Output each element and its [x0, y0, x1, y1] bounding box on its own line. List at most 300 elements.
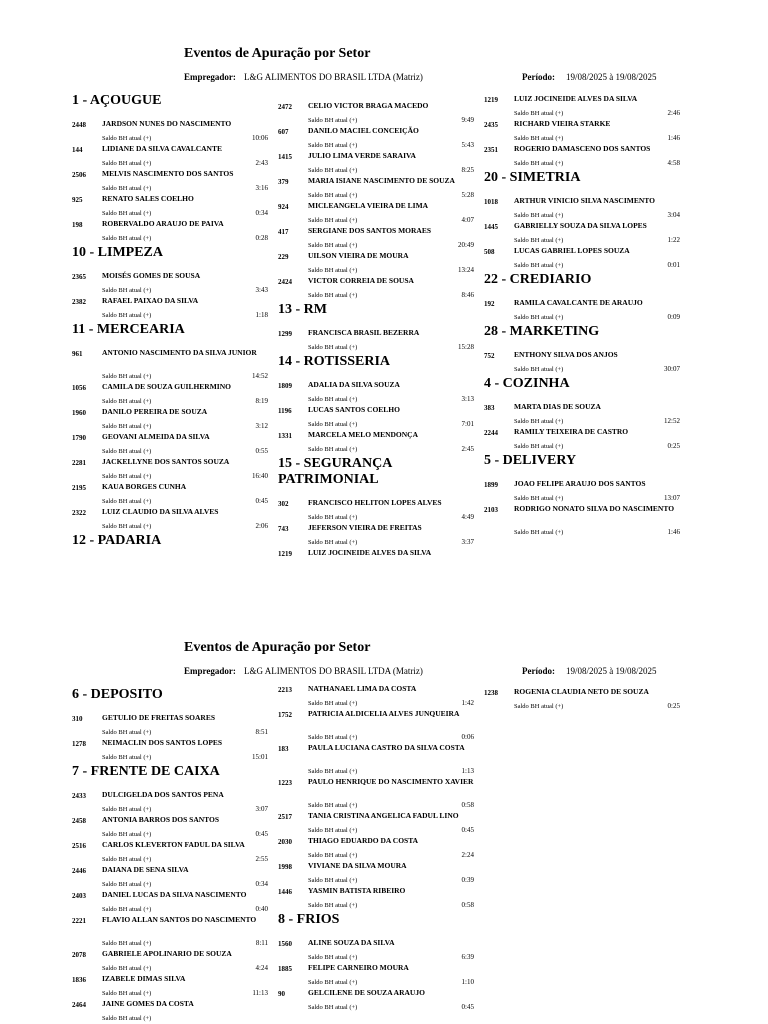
- balance-label: Saldo BH atual (+): [102, 473, 152, 480]
- employee-row: [72, 949, 268, 974]
- employee-row: [278, 151, 474, 176]
- balance-label: Saldo BH atual (+): [308, 242, 358, 249]
- balance-label: Saldo BH atual (+): [514, 135, 564, 142]
- employee-name: ANTONIA BARROS DOS SANTOS: [102, 815, 220, 824]
- employee-row: [484, 94, 680, 119]
- employee-code: 1278: [72, 740, 86, 748]
- balance-label: Saldo BH atual (+): [514, 529, 564, 536]
- balance-label: Saldo BH atual (+): [308, 902, 358, 909]
- employee-name: RODRIGO NONATO SILVA DO NASCIMENTO: [514, 504, 675, 513]
- balance-value: 5:28: [461, 191, 474, 199]
- employee-name: YASMIN BATISTA RIBEIRO: [308, 886, 406, 895]
- employee-code: 229: [278, 253, 289, 261]
- employee-code: 2365: [72, 273, 86, 281]
- employee-row: [72, 144, 268, 169]
- employer-label: Empregador:: [184, 72, 236, 82]
- employee-name: FELIPE CARNEIRO MOURA: [308, 963, 409, 972]
- balance-label: Saldo BH atual (+): [102, 398, 152, 405]
- balance-label: Saldo BH atual (+): [102, 940, 152, 947]
- employee-code: 2078: [72, 951, 86, 959]
- balance-label: Saldo BH atual (+): [102, 881, 152, 888]
- employee-row: [484, 402, 680, 427]
- balance-label: Saldo BH atual (+): [308, 421, 358, 428]
- balance-value: 3:43: [255, 286, 268, 294]
- balance-value: 0:01: [667, 261, 680, 269]
- employee-code: 2424: [278, 278, 292, 286]
- balance-value: 4:24: [255, 964, 268, 972]
- employee-code: 2213: [278, 686, 292, 694]
- balance-value: 11:13: [252, 989, 268, 997]
- balance-label: Saldo BH atual (+): [308, 827, 358, 834]
- balance-value: 6:39: [461, 953, 474, 961]
- employee-name: MICLEANGELA VIEIRA DE LIMA: [308, 201, 429, 210]
- balance-label: Saldo BH atual (+): [514, 237, 564, 244]
- employee-row: [72, 457, 268, 482]
- balance-label: Saldo BH atual (+): [102, 856, 152, 863]
- balance-value: 8:46: [461, 291, 474, 299]
- employee-row: [278, 201, 474, 226]
- employee-code: 183: [278, 745, 289, 753]
- employee-code: 144: [72, 146, 83, 154]
- employee-row: [278, 101, 474, 126]
- employee-name: MARCELA MELO MENDONÇA: [308, 430, 418, 439]
- employee-name: JARDSON NUNES DO NASCIMENTO: [102, 119, 232, 128]
- balance-value: 1:42: [461, 699, 474, 707]
- employee-row: [72, 194, 268, 219]
- section-heading: 10 - LIMPEZA: [72, 245, 163, 260]
- balance-value: 2:43: [255, 159, 268, 167]
- employee-name: MARIA ISIANE NASCIMENTO DE SOUZA: [308, 176, 455, 185]
- balance-value: 2:55: [255, 855, 268, 863]
- employee-row: [278, 251, 474, 276]
- employee-row: [72, 271, 268, 296]
- balance-value: 4:07: [461, 216, 474, 224]
- employee-row: [484, 196, 680, 221]
- balance-value: 12:52: [664, 417, 680, 425]
- employee-row: [278, 405, 474, 430]
- balance-value: 5:43: [461, 141, 474, 149]
- employee-name: PAULA LUCIANA CASTRO DA SILVA COSTA: [308, 743, 465, 752]
- balance-value: 0:58: [461, 901, 474, 909]
- employee-row: [278, 176, 474, 201]
- employer-label: Empregador:: [184, 666, 236, 676]
- balance-label: Saldo BH atual (+): [308, 852, 358, 859]
- employee-name: RAFAEL PAIXAO DA SILVA: [102, 296, 199, 305]
- balance-label: Saldo BH atual (+): [102, 185, 152, 192]
- employee-code: 2517: [278, 813, 292, 821]
- section-heading: 5 - DELIVERY: [484, 453, 577, 468]
- employee-row: [484, 479, 680, 504]
- employee-name: LUCAS SANTOS COELHO: [308, 405, 400, 414]
- balance-label: Saldo BH atual (+): [308, 167, 358, 174]
- balance-value: 0:28: [255, 234, 268, 242]
- employee-row: [484, 246, 680, 271]
- balance-label: Saldo BH atual (+): [102, 160, 152, 167]
- employee-name: ROGERIO DAMASCENO DOS SANTOS: [514, 144, 651, 153]
- balance-value: 8:11: [255, 939, 268, 947]
- balance-value: 15:01: [252, 753, 268, 761]
- employee-name: MARTA DIAS DE SOUZA: [514, 402, 601, 411]
- employee-code: 1299: [278, 330, 292, 338]
- employee-row: [484, 221, 680, 246]
- balance-label: Saldo BH atual (+): [102, 906, 152, 913]
- employee-name: NEIMACLIN DOS SANTOS LOPES: [102, 738, 223, 747]
- employee-code: 379: [278, 178, 289, 186]
- employee-code: 1219: [484, 96, 498, 104]
- section-heading: 28 - MARKETING: [484, 324, 600, 339]
- employee-code: 192: [484, 300, 495, 308]
- employee-code: 752: [484, 352, 495, 360]
- employee-name: CARLOS KLEVERTON FADUL DA SILVA: [102, 840, 245, 849]
- section-heading: 20 - SIMETRIA: [484, 170, 581, 185]
- balance-label: Saldo BH atual (+): [308, 117, 358, 124]
- employee-code: 2322: [72, 509, 86, 517]
- balance-label: Saldo BH atual (+): [514, 366, 564, 373]
- employee-name: KAUA BORGES CUNHA: [102, 482, 187, 491]
- section-heading: 14 - ROTISSERIA: [278, 354, 391, 369]
- employee-name: VIVIANE DA SILVA MOURA: [308, 861, 407, 870]
- section-heading: 22 - CREDIARIO: [484, 272, 592, 287]
- employee-name: RICHARD VIEIRA STARKE: [514, 119, 611, 128]
- employee-name: GELCILENE DE SOUZA ARAUJO: [308, 988, 425, 997]
- employee-name: FLAVIO ALLAN SANTOS DO NASCIMENTO: [102, 915, 257, 924]
- balance-label: Saldo BH atual (+): [102, 448, 152, 455]
- balance-value: 3:04: [667, 211, 680, 219]
- balance-value: 15:28: [458, 343, 474, 351]
- employee-row: [72, 840, 268, 865]
- employee-code: 1809: [278, 382, 292, 390]
- employee-row: [484, 350, 680, 375]
- employee-name: JOAO FELIPE ARAUJO DOS SANTOS: [514, 479, 646, 488]
- employee-code: 2244: [484, 429, 498, 437]
- employee-row: [278, 988, 474, 1013]
- employee-name: DULCIGELDA DOS SANTOS PENA: [102, 790, 224, 799]
- employee-row: [278, 684, 474, 709]
- employee-code: 2516: [72, 842, 86, 850]
- employee-name: MOISÉS GOMES DE SOUSA: [102, 271, 201, 280]
- balance-value: 2:06: [255, 522, 268, 530]
- employee-name: CAMILA DE SOUZA GUILHERMINO: [102, 382, 231, 391]
- balance-label: Saldo BH atual (+): [102, 210, 152, 217]
- employee-name: SERGIANE DOS SANTOS MORAES: [308, 226, 432, 235]
- employee-code: 1223: [278, 779, 292, 787]
- employee-row: [278, 523, 474, 548]
- employee-name: DAIANA DE SENA SILVA: [102, 865, 189, 874]
- employee-row: [72, 713, 268, 738]
- employee-name: ENTHONY SILVA DOS ANJOS: [514, 350, 618, 359]
- employee-code: 961: [72, 350, 83, 358]
- employee-row: [484, 144, 680, 169]
- employee-row: [72, 407, 268, 432]
- employee-code: 1196: [278, 407, 292, 415]
- employee-code: 2403: [72, 892, 86, 900]
- column-2: [278, 684, 474, 1013]
- employee-name: THIAGO EDUARDO DA COSTA: [308, 836, 419, 845]
- balance-label: Saldo BH atual (+): [308, 142, 358, 149]
- employee-name: LUCAS GABRIEL LOPES SOUZA: [514, 246, 630, 255]
- employee-code: 1415: [278, 153, 292, 161]
- balance-label: Saldo BH atual (+): [102, 754, 152, 761]
- balance-label: Saldo BH atual (+): [102, 523, 152, 530]
- balance-label: Saldo BH atual (+): [102, 373, 152, 380]
- employee-name: JAINE GOMES DA COSTA: [102, 999, 194, 1008]
- employee-name: LUIZ JOCINEIDE ALVES DA SILVA: [308, 548, 432, 557]
- section-heading: 8 - FRIOS: [278, 912, 340, 927]
- employee-row: [278, 709, 474, 743]
- balance-label: Saldo BH atual (+): [102, 831, 152, 838]
- employer-value: L&G ALIMENTOS DO BRASIL LTDA (Matriz): [244, 666, 423, 676]
- balance-value: 4:49: [461, 513, 474, 521]
- balance-label: Saldo BH atual (+): [102, 287, 152, 294]
- balance-label: Saldo BH atual (+): [308, 1004, 358, 1011]
- balance-label: Saldo BH atual (+): [514, 262, 564, 269]
- employee-row: [278, 548, 474, 573]
- balance-value: 0:34: [255, 209, 268, 217]
- section-heading: 7 - FRENTE DE CAIXA: [72, 764, 220, 779]
- employee-name: FRANCISCA BRASIL BEZERRA: [308, 328, 420, 337]
- balance-label: Saldo BH atual (+): [308, 539, 358, 546]
- employee-row: [72, 169, 268, 194]
- employee-row: [278, 886, 474, 911]
- report-title: Eventos de Apuração por Setor: [184, 46, 371, 61]
- balance-label: Saldo BH atual (+): [102, 423, 152, 430]
- employee-row: [278, 777, 474, 811]
- balance-label: Saldo BH atual (+): [308, 954, 358, 961]
- employee-name: ANTONIO NASCIMENTO DA SILVA JUNIOR: [102, 348, 257, 357]
- employee-row: [278, 276, 474, 301]
- report-title: Eventos de Apuração por Setor: [184, 640, 371, 655]
- employee-code: 1018: [484, 198, 498, 206]
- balance-label: Saldo BH atual (+): [308, 446, 358, 453]
- balance-value: 13:07: [664, 494, 680, 502]
- employee-row: [72, 482, 268, 507]
- balance-value: 0:25: [667, 442, 680, 450]
- balance-label: Saldo BH atual (+): [308, 979, 358, 986]
- employee-row: [278, 811, 474, 836]
- section-heading: 13 - RM: [278, 302, 327, 317]
- employee-name: TANIA CRISTINA ANGELICA FADUL LINO: [308, 811, 459, 820]
- balance-value: 1:10: [461, 978, 474, 986]
- balance-value: 0:45: [461, 826, 474, 834]
- balance-label: Saldo BH atual (+): [514, 418, 564, 425]
- period-value: 19/08/2025 à 19/08/2025: [566, 72, 657, 82]
- employee-code: 2195: [72, 484, 86, 492]
- employee-code: 417: [278, 228, 289, 236]
- employee-name: JULIO LIMA VERDE SARAIVA: [308, 151, 416, 160]
- section-heading: 1 - AÇOUGUE: [72, 93, 162, 108]
- balance-value: 0:58: [461, 801, 474, 809]
- balance-value: 14:52: [252, 372, 268, 380]
- balance-value: 0:55: [255, 447, 268, 455]
- balance-value: 1:46: [667, 528, 680, 536]
- employee-name: ROBERVALDO ARAUJO DE PAIVA: [102, 219, 224, 228]
- employee-code: 607: [278, 128, 289, 136]
- employee-row: [72, 348, 268, 382]
- employee-row: [278, 743, 474, 777]
- employee-code: 2506: [72, 171, 86, 179]
- section-heading: 15 - SEGURANÇA PATRIMONIAL: [278, 456, 392, 487]
- employee-row: [278, 226, 474, 251]
- employee-row: [278, 126, 474, 151]
- balance-label: Saldo BH atual (+): [308, 768, 358, 775]
- employee-name: ADALIA DA SILVA SOUZA: [308, 380, 400, 389]
- balance-value: 16:40: [252, 472, 268, 480]
- employee-row: [72, 432, 268, 457]
- employee-row: [278, 963, 474, 988]
- employee-code: 1752: [278, 711, 292, 719]
- balance-label: Saldo BH atual (+): [102, 990, 152, 997]
- employee-name: LIDIANE DA SILVA CAVALCANTE: [102, 144, 222, 153]
- section-heading: 12 - PADARIA: [72, 533, 162, 548]
- employee-row: [72, 890, 268, 915]
- employee-code: 1836: [72, 976, 86, 984]
- employee-code: 924: [278, 203, 289, 211]
- employee-name: LUIZ CLAUDIO DA SILVA ALVES: [102, 507, 219, 516]
- employee-code: 2433: [72, 792, 86, 800]
- balance-value: 13:24: [458, 266, 474, 274]
- employee-name: LUIZ JOCINEIDE ALVES DA SILVA: [514, 94, 638, 103]
- employee-row: [278, 836, 474, 861]
- period-label: Período:: [522, 72, 555, 82]
- column-2: [278, 101, 474, 573]
- employee-code: 2351: [484, 146, 498, 154]
- balance-label: Saldo BH atual (+): [514, 703, 564, 710]
- balance-value: 1:22: [667, 236, 680, 244]
- balance-value: 0:09: [667, 313, 680, 321]
- employee-code: 2382: [72, 298, 86, 306]
- employee-row: [278, 938, 474, 963]
- column-1: [72, 92, 268, 559]
- employee-code: 508: [484, 248, 495, 256]
- balance-label: Saldo BH atual (+): [102, 1015, 152, 1022]
- balance-value: 2:45: [461, 445, 474, 453]
- employee-name: GABRIELLY SOUZA DA SILVA LOPES: [514, 221, 647, 230]
- employee-name: DANIEL LUCAS DA SILVA NASCIMENTO: [102, 890, 247, 899]
- section-heading: 4 - COZINHA: [484, 376, 570, 391]
- employee-code: 302: [278, 500, 289, 508]
- balance-value: 0:25: [667, 702, 680, 710]
- employer-value: L&G ALIMENTOS DO BRASIL LTDA (Matriz): [244, 72, 423, 82]
- balance-value: 3:12: [255, 422, 268, 430]
- employee-code: 1331: [278, 432, 292, 440]
- employee-code: 2472: [278, 103, 292, 111]
- period-label: Período:: [522, 666, 555, 676]
- employee-code: 2030: [278, 838, 292, 846]
- employee-name: CELIO VICTOR BRAGA MACEDO: [308, 101, 429, 110]
- balance-label: Saldo BH atual (+): [514, 314, 564, 321]
- balance-value: 0:39: [461, 876, 474, 884]
- employee-row: [278, 498, 474, 523]
- employee-code: 1560: [278, 940, 292, 948]
- employee-name: GEOVANI ALMEIDA DA SILVA: [102, 432, 210, 441]
- balance-label: Saldo BH atual (+): [102, 965, 152, 972]
- balance-value: 2:24: [461, 851, 474, 859]
- employee-code: 1885: [278, 965, 292, 973]
- balance-value: 0:40: [255, 905, 268, 913]
- employee-name: VICTOR CORREIA DE SOUSA: [308, 276, 414, 285]
- employee-code: 2435: [484, 121, 498, 129]
- balance-value: 8:51: [255, 728, 268, 736]
- employee-code: 2446: [72, 867, 86, 875]
- balance-label: Saldo BH atual (+): [102, 806, 152, 813]
- column-1: [72, 686, 268, 1024]
- balance-label: Saldo BH atual (+): [514, 495, 564, 502]
- employee-name: PAULO HENRIQUE DO NASCIMENTO XAVIER: [308, 777, 474, 786]
- employee-row: [278, 430, 474, 455]
- employee-row: [72, 507, 268, 532]
- employee-code: 1899: [484, 481, 498, 489]
- employee-name: JACKELLYNE DOS SANTOS SOUZA: [102, 457, 230, 466]
- employee-code: 925: [72, 196, 83, 204]
- employee-name: NATHANAEL LIMA DA COSTA: [308, 684, 417, 693]
- employee-code: 1219: [278, 550, 292, 558]
- employee-code: 1446: [278, 888, 292, 896]
- employee-row: [484, 427, 680, 452]
- employee-name: GETULIO DE FREITAS SOARES: [102, 713, 216, 722]
- employee-name: IZABELE DIMAS SILVA: [102, 974, 186, 983]
- employee-name: ALINE SOUZA DA SILVA: [308, 938, 395, 947]
- report-page-2: [0, 596, 768, 1024]
- employee-code: 90: [278, 990, 285, 998]
- employee-row: [484, 119, 680, 144]
- employee-row: [72, 296, 268, 321]
- employee-name: RENATO SALES COELHO: [102, 194, 194, 203]
- section-heading: 11 - MERCEARIA: [72, 322, 185, 337]
- employee-code: 1238: [484, 689, 498, 697]
- balance-label: Saldo BH atual (+): [308, 192, 358, 199]
- balance-value: 30:07: [664, 365, 680, 373]
- employee-code: 2221: [72, 917, 86, 925]
- balance-value: 0:06: [461, 733, 474, 741]
- balance-label: Saldo BH atual (+): [308, 396, 358, 403]
- balance-value: 4:58: [667, 159, 680, 167]
- period-value: 19/08/2025 à 19/08/2025: [566, 666, 657, 676]
- employee-code: 2448: [72, 121, 86, 129]
- balance-label: Saldo BH atual (+): [308, 700, 358, 707]
- employee-name: DANILO MACIEL CONCEIÇÃO: [308, 126, 419, 135]
- employee-code: 743: [278, 525, 289, 533]
- employee-name: MELVIS NASCIMENTO DOS SANTOS: [102, 169, 234, 178]
- employee-code: 310: [72, 715, 83, 723]
- employee-row: [72, 999, 268, 1024]
- employee-row: [72, 815, 268, 840]
- employee-row: [484, 298, 680, 323]
- employee-name: JEFERSON VIEIRA DE FREITAS: [308, 523, 422, 532]
- employee-row: [72, 790, 268, 815]
- balance-label: Saldo BH atual (+): [308, 217, 358, 224]
- balance-value: 0:34: [255, 880, 268, 888]
- balance-label: Saldo BH atual (+): [308, 344, 358, 351]
- employee-code: 1998: [278, 863, 292, 871]
- balance-value: 3:37: [461, 538, 474, 546]
- employee-name: ARTHUR VINICIO SILVA NASCIMENTO: [514, 196, 655, 205]
- balance-value: 2:46: [667, 109, 680, 117]
- balance-value: 3:13: [461, 395, 474, 403]
- balance-label: Saldo BH atual (+): [102, 498, 152, 505]
- employee-row: [72, 915, 268, 949]
- balance-value: 0:45: [255, 497, 268, 505]
- balance-label: Saldo BH atual (+): [102, 312, 152, 319]
- employee-row: [72, 382, 268, 407]
- balance-label: Saldo BH atual (+): [308, 267, 358, 274]
- balance-label: Saldo BH atual (+): [514, 212, 564, 219]
- balance-value: 10:06: [252, 134, 268, 142]
- employee-name: UILSON VIEIRA DE MOURA: [308, 251, 409, 260]
- balance-label: Saldo BH atual (+): [308, 514, 358, 521]
- balance-label: Saldo BH atual (+): [308, 292, 358, 299]
- balance-label: Saldo BH atual (+): [308, 734, 358, 741]
- balance-value: 1:18: [255, 311, 268, 319]
